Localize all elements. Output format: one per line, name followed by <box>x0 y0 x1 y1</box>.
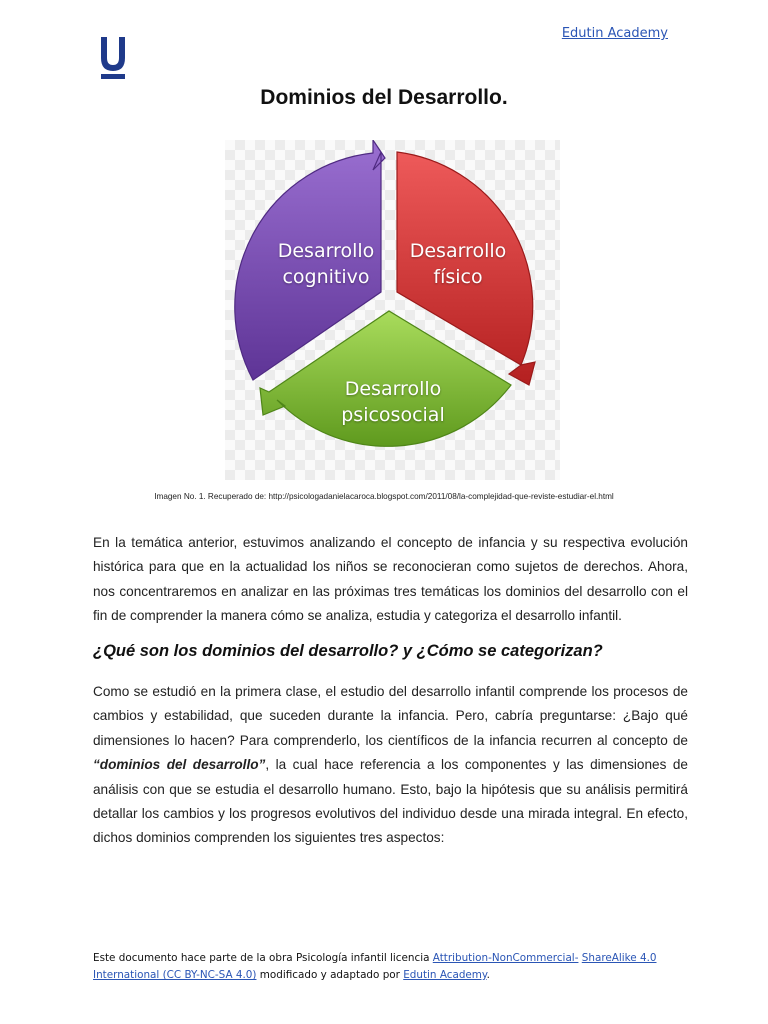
section-subheading: ¿Qué son los dominios del desarrollo? y ¿Cómo se categorizan? <box>93 642 603 660</box>
footer-edutin-link[interactable]: Edutin Academy <box>403 969 487 981</box>
cognitive-label: Desarrollo cognitivo <box>277 240 375 288</box>
development-domains-figure <box>225 140 560 480</box>
university-u-logo-icon <box>98 34 128 80</box>
license-footer: Este documento hace parte de la obra Psicología infantil licencia Attribution-NonCommercial- ShareAlike 4.0 International (CC BY-NC-SA 4.0) modificado y adaptado por Edutin Academy. <box>93 952 657 981</box>
physical-label: Desarrollo físico <box>409 240 507 288</box>
psychosocial-label: Desarrollo psicosocial <box>341 378 445 426</box>
figure-caption: Imagen No. 1. Recuperado de: http://psicologadanielacaroca.blogspot.com/2011/08/la-complejidad-que-reviste-estudiar-el.html <box>154 492 614 501</box>
edutin-academy-link[interactable]: Edutin Academy <box>561 26 668 41</box>
license-link-sharealike[interactable]: ShareAlike 4.0 International (CC BY-NC-SA 4.0) <box>93 952 657 981</box>
domains-cycle-diagram <box>225 140 560 480</box>
intro-paragraph: En la temática anterior, estuvimos analizando el concepto de infancia y su respectiva evolución histórica para que en la actualidad los niños se reconocieran como sujetos de derechos. Ahora, nos concentraremos en analizar en las próximas tres temáticas los dominios del desarrollo con el fin de comprender la manera cómo se analiza, estudia y categoriza el desarrollo infantil. <box>93 535 688 624</box>
license-link-attribution[interactable]: Attribution-NonCommercial- <box>432 952 579 964</box>
domains-term: “dominios del desarrollo” <box>93 757 266 773</box>
page-title: Dominios del Desarrollo. <box>260 86 508 109</box>
domains-paragraph: Como se estudió en la primera clase, el estudio del desarrollo infantil comprende los procesos de cambios y estabilidad, que suceden durante la infancia. Pero, cabría preguntarse: ¿Bajo qué dimensiones lo hacen? Para comprenderlo, los científicos de la infancia recurren al concepto de “dominios del desarrollo”, la cual hace referencia a los componentes y las dimensiones de análisis con que se estudia el desarrollo humano. Esto, bajo la hipótesis que su análisis permitirá detallar los cambios y los progresos evolutivos del individuo desde una mirada integral. En efecto, dichos dominios comprenden los siguientes tres aspectos: <box>93 684 688 846</box>
